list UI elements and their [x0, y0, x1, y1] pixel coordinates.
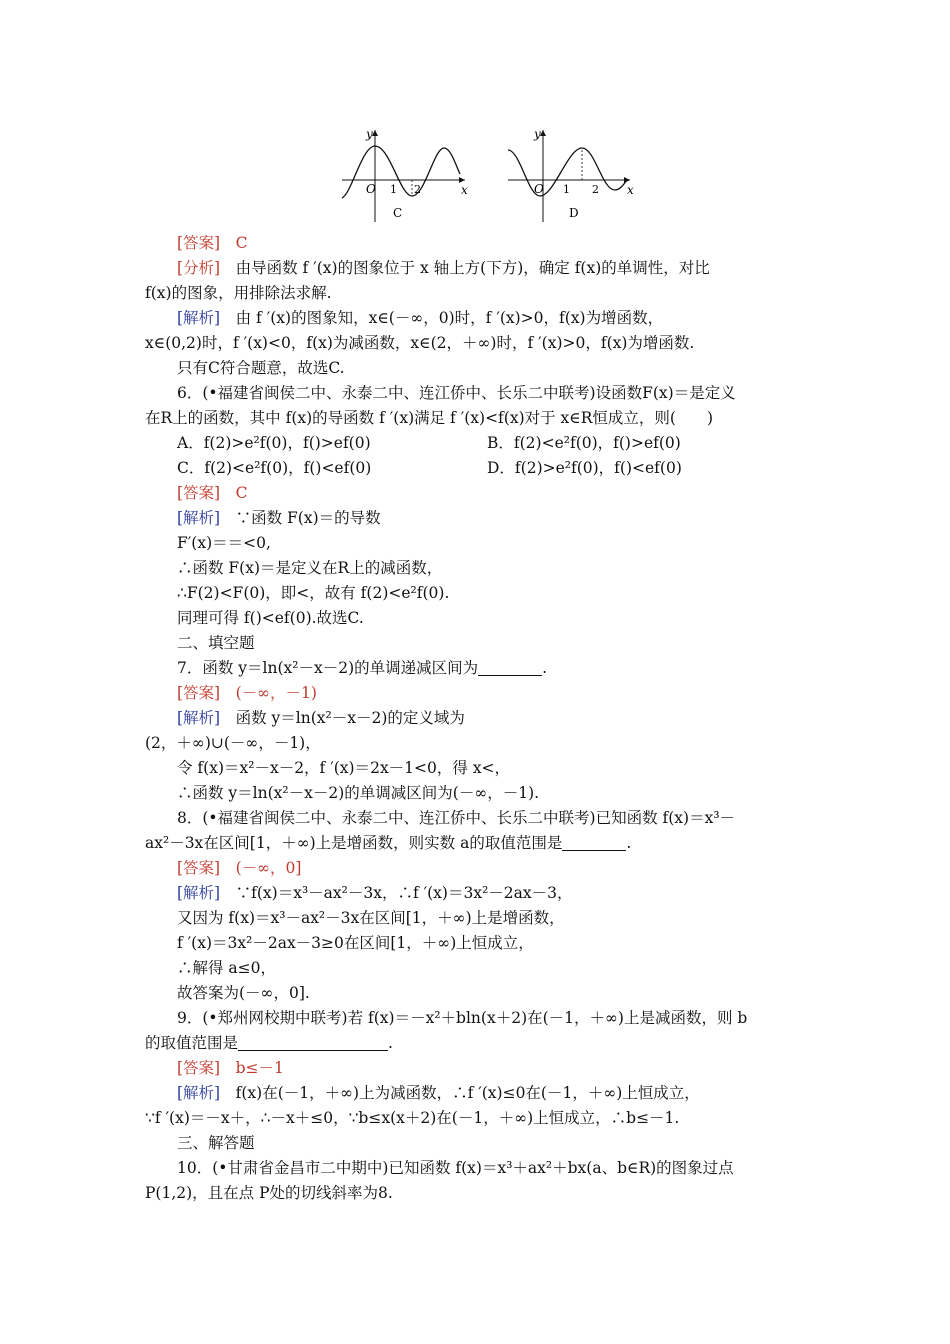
question-10-line-2: P(1,2)，且在点 P处的切线斜率为8.: [145, 1184, 393, 1202]
graph-d-origin: O: [534, 182, 544, 196]
answer-9: [答案] b≤－1: [177, 1059, 284, 1077]
solution-8-line-2: 又因为 f(x)＝x³－ax²－3x在区间[1，＋∞)上是增函数，: [177, 909, 565, 927]
graph-d-tick-1: 1: [563, 183, 570, 196]
solution-8-line-4: ∴解得 a≤0，: [177, 959, 277, 977]
option-b: B．f(2)<e²f(0)，f()>ef(0): [487, 434, 681, 452]
option-a: A．f(2)>e²f(0)，f()>ef(0): [177, 434, 371, 452]
solution-tag: [解析]: [177, 884, 221, 902]
solution-6-line-1: [解析] ∵函数 F(x)＝的导数: [177, 509, 381, 527]
answer-blank: [238, 1034, 388, 1051]
graph-d: [508, 127, 634, 222]
solution-5-line-2: x∈(0,2)时，f ′(x)<0，f(x)为减函数，x∈(2，＋∞)时，f ′(x)>0，f(x)为增函数.: [145, 334, 695, 352]
question-6-line-1: 6．(•福建省闽侯二中、永泰二中、连江侨中、长乐二中联考)设函数F(x)＝是定义: [177, 384, 736, 402]
solution-6-line-5: 同理可得 f()<ef(0).故选C.: [177, 609, 364, 627]
answer-7: [答案] (－∞，－1): [177, 684, 317, 702]
solution-8-line-5: 故答案为(－∞，0].: [177, 984, 310, 1002]
solution-7-line-4: ∴函数 y＝ln(x²－x－2)的单调减区间为(－∞，－1).: [177, 784, 540, 802]
answer-8: [答案] (－∞，0]: [177, 859, 302, 877]
section-fill-in: 二、填空题: [177, 634, 255, 652]
answer-blank: [562, 834, 626, 851]
solution-8-line-3: f ′(x)＝3x²－2ax－3≥0在区间[1，＋∞)上恒成立，: [177, 934, 534, 952]
question-8-line-1: 8．(•福建省闽侯二中、永泰二中、连江侨中、长乐二中联考)已知函数 f(x)＝x³－: [177, 809, 736, 827]
answer-blank: [478, 659, 542, 676]
question-7: 7．函数 y＝ln(x²－x－2)的单调递减区间为 .: [177, 659, 548, 677]
graph-d-x-label: x: [627, 183, 634, 197]
graph-c-caption: C: [393, 206, 403, 220]
section-solve: 三、解答题: [177, 1134, 255, 1152]
graph-c-origin: O: [366, 182, 376, 196]
question-9-line-2: 的取值范围是 .: [145, 1034, 393, 1052]
solution-tag: [解析]: [177, 709, 221, 727]
question-10-line-1: 10．(•甘肃省金昌市二中期中)已知函数 f(x)＝x³＋ax²＋bx(a、b∈R)的图象过点: [177, 1159, 734, 1177]
solution-9-line-2: ∵f ′(x)＝－x＋，∴－x＋≤0，∵b≤x(x＋2)在(－1，＋∞)上恒成立，∴b≤－1.: [145, 1109, 680, 1127]
solution-8-line-1: [解析] ∵f(x)＝x³－ax²－3x，∴f ′(x)＝3x²－2ax－3，: [177, 884, 573, 902]
option-c: C．f(2)<e²f(0)，f()<ef(0): [177, 459, 372, 477]
analysis-5-line-2: f(x)的图象，用排除法求解.: [145, 284, 332, 302]
solution-7-line-3: 令 f(x)＝x²－x－2，f ′(x)＝2x－1<0，得 x<，: [177, 759, 511, 777]
solution-6-line-2: F′(x)＝＝<0,: [177, 534, 271, 552]
solution-6-line-4: ∴F(2)<F(0)，即<，故有 f(2)<e²f(0).: [177, 584, 450, 602]
question-9-line-1: 9．(•郑州网校期中联考)若 f(x)＝－x²＋bln(x＋2)在(－1，＋∞)上是减函数，则 b: [177, 1009, 748, 1027]
solution-5-line-1: [解析] 由 f ′(x)的图象知，x∈(－∞，0)时，f ′(x)>0，f(x)为增函数，: [177, 309, 664, 327]
graph-c: [342, 127, 468, 222]
graph-c-tick-2: 2: [414, 183, 421, 196]
solution-tag: [解析]: [177, 309, 221, 327]
solution-7-line-2: (2，＋∞)∪(－∞，－1)，: [145, 734, 321, 752]
option-d: D．f(2)>e²f(0)，f()<ef(0): [487, 459, 682, 477]
graph-c-x-label: x: [461, 183, 468, 197]
solution-6-line-3: ∴函数 F(x)＝是定义在R上的减函数，: [177, 559, 443, 577]
answer-6: [答案] C: [177, 484, 248, 502]
solution-tag: [解析]: [177, 1084, 221, 1102]
solution-9-line-1: [解析] f(x)在(－1，＋∞)上为减函数，∴f ′(x)≤0在(－1，＋∞)上恒成立，: [177, 1084, 700, 1102]
graph-c-tick-1: 1: [390, 183, 397, 196]
solution-7-line-1: [解析] 函数 y＝ln(x²－x－2)的定义域为: [177, 709, 465, 727]
solution-tag: [解析]: [177, 509, 221, 527]
derivative-graphs-figure: [330, 118, 650, 226]
answer-5: [答案] C: [177, 234, 248, 252]
question-6-options-row-2: [145, 456, 810, 481]
question-8-line-2: ax²－3x在区间[1，＋∞)上是增函数，则实数 a的取值范围是 .: [145, 834, 632, 852]
graph-d-caption: D: [569, 206, 579, 220]
graph-d-y-label: y: [534, 127, 541, 141]
graph-c-y-label: y: [366, 127, 373, 141]
solution-5-line-3: 只有C符合题意，故选C.: [177, 359, 345, 377]
question-6-line-2: 在R上的函数，其中 f(x)的导函数 f ′(x)满足 f ′(x)<f(x)对于 x∈R恒成立，则( ): [145, 409, 714, 427]
analysis-tag: [分析]: [177, 259, 221, 277]
analysis-5-line-1: [分析] 由导函数 f ′(x)的图象位于 x 轴上方(下方)，确定 f(x)的单调性，对比: [177, 259, 710, 277]
graph-d-tick-2: 2: [592, 183, 599, 196]
question-6-options-row-1: [145, 431, 810, 456]
